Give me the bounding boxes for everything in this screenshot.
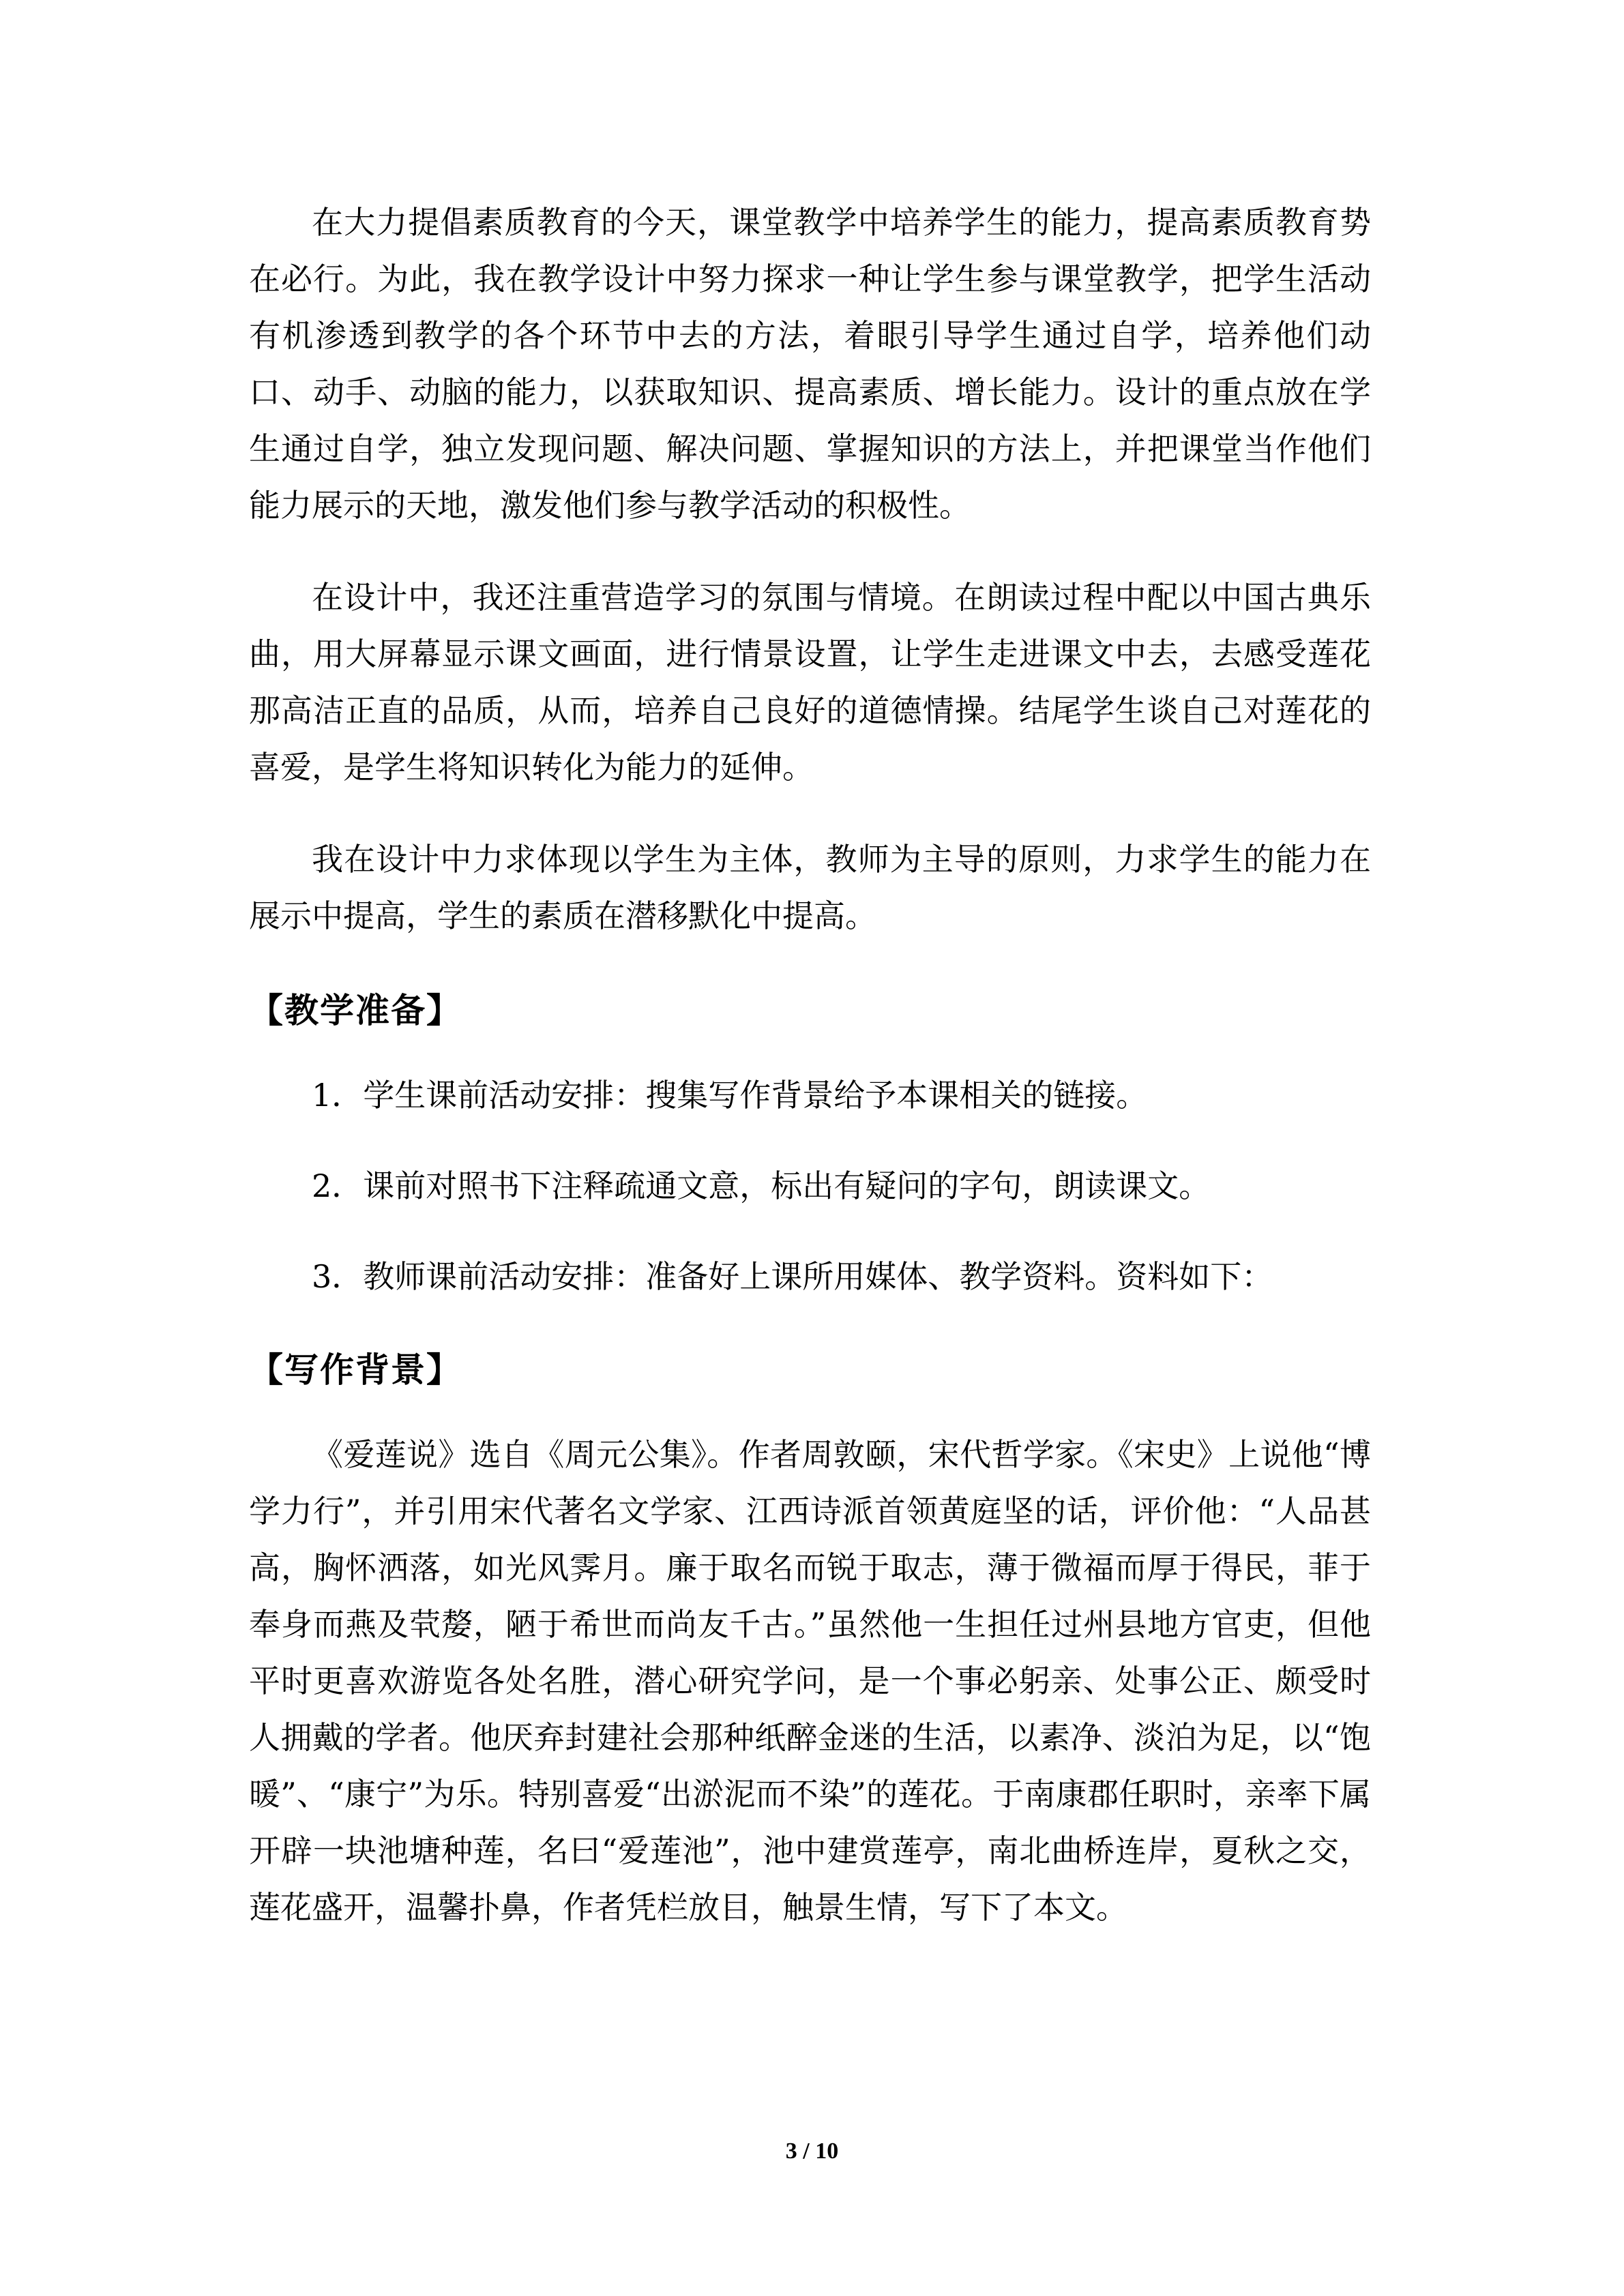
section-heading-background: 【写作背景】 [249,1350,462,1390]
intro-paragraph-1: 在大力提倡素质教育的今天，课堂教学中培养学生的能力，提高素质教育势在必行。为此，我在教学设计中努力探求一种让学生参与课堂教学，把学生活动有机渗透到教学的各个环节中去的方法，着眼引导学生通过自学，培养他们动口、动手、动脑的能力，以获取知识、提高素质、增长能力。设计的重点放在学生通过自学，独立发现问题、解决问题、掌握知识的方法上，并把课堂当作他们能力展示的天地，激发他们参与教学活动的积极性。 [249,204,1371,524]
document-page [249,194,1371,1971]
intro-paragraph-3: 我在设计中力求体现以学生为主体，教师为主导的原则，力求学生的能力在展示中提高，学生的素质在潜移默化中提高。 [249,841,1371,934]
background-paragraph: 《爱莲说》选自《周元公集》。作者周敦颐，宋代哲学家。《宋史》上说他“博学力行”，并引用宋代著名文学家、江西诗派首领黄庭坚的话，评价他：“人品甚高，胸怀洒落，如光风霁月。廉于取名而锐于取志，薄于微福而厚于得民，菲于奉身而燕及茕嫠，陋于希世而尚友千古。”虽然他一生担任过州县地方官吏，但他平时更喜欢游览各处名胜，潜心研究学问，是一个事必躬亲、处事公正、颇受时人拥戴的学者。他厌弃封建社会那种纸醉金迷的生活，以素净、淡泊为足，以“饱暖”、“康宁”为乐。特别喜爱“出淤泥而不染”的莲花。于南康郡任职时，亲率下属开辟一块池塘种莲，名曰“爱莲池”，池中建赏莲亭，南北曲桥连岸，夏秋之交，莲花盛开，温馨扑鼻，作者凭栏放目，触景生情，写下了本文。 [249,1436,1371,1926]
list-item: 3．教师课前活动安排：准备好上课所用媒体、教学资料。资料如下： [312,1258,1273,1295]
list-item: 2．课前对照书下注释疏通文意，标出有疑问的字句，朗读课文。 [312,1167,1211,1204]
list-item: 1．学生课前活动安排：搜集写作背景给予本课相关的链接。 [312,1077,1148,1114]
page-number: 3 / 10 [785,2138,839,2164]
intro-paragraph-2: 在设计中，我还注重营造学习的氛围与情境。在朗读过程中配以中国古典乐曲，用大屏幕显示课文画面，进行情景设置，让学生走进课文中去，去感受莲花那高洁正直的品质，从而，培养自己良好的道德情操。结尾学生谈自己对莲花的喜爱，是学生将知识转化为能力的延伸。 [249,579,1371,786]
section-heading-preparation: 【教学准备】 [249,991,462,1030]
